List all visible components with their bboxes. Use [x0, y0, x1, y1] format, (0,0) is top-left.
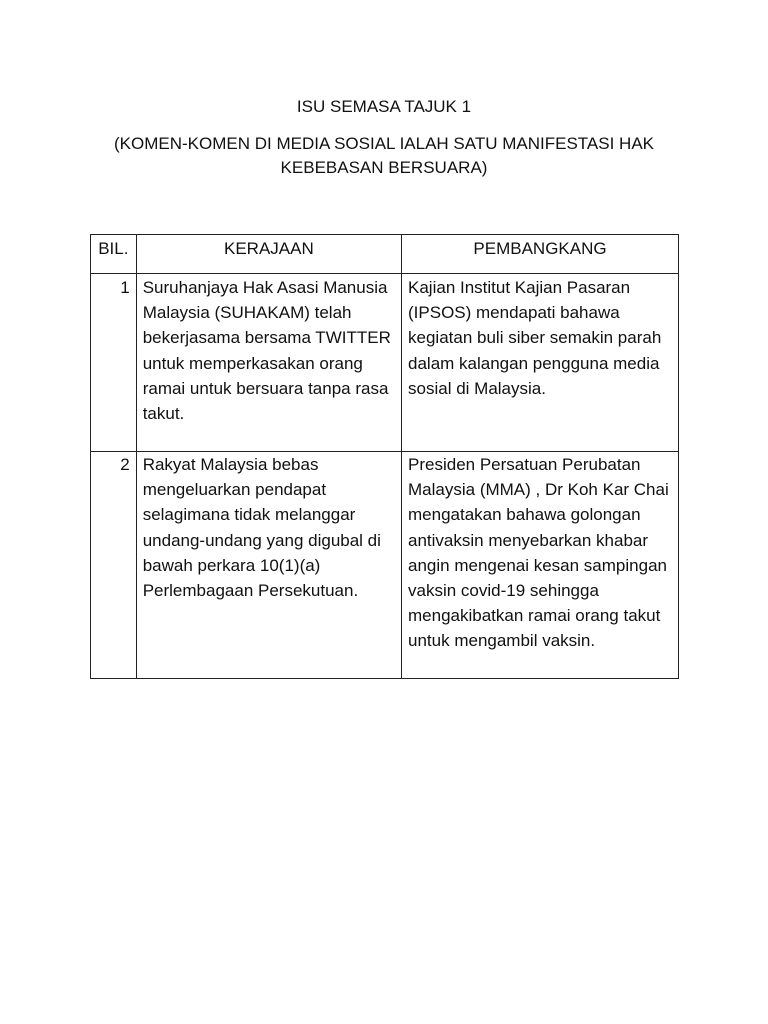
table-header-row	[91, 235, 679, 274]
document-subtitle: (KOMEN-KOMEN DI MEDIA SOSIAL IALAH SATU MANIFESTASI HAK KEBEBASAN BERSUARA)	[114, 134, 654, 177]
kerajaan-cell: Suruhanjaya Hak Asasi Manusia Malaysia (SUHAKAM) telah bekerjasama bersama TWITTER untuk memperkasakan orang ramai untuk bersuara tanpa rasa takut.	[136, 274, 401, 452]
row-number: 2	[91, 452, 137, 679]
document-title: ISU SEMASA TAJUK 1	[296, 97, 472, 116]
pembangkang-cell: Kajian Institut Kajian Pasaran (IPSOS) mendapati bahawa kegiatan buli siber semakin parah dalam kalangan pengguna media sosial di Malaysia.	[402, 274, 679, 452]
issue-table	[90, 234, 679, 679]
kerajaan-cell: Rakyat Malaysia bebas mengeluarkan pendapat selagimana tidak melanggar undang-undang yang digubal di bawah perkara 10(1)(a) Perlembagaan Persekutuan.	[136, 452, 401, 679]
pembangkang-cell: Presiden Persatuan Perubatan Malaysia (MMA) , Dr Koh Kar Chai mengatakan bahawa golongan antivaksin menyebarkan khabar angin mengenai kesan sampingan vaksin covid-19 sehingga mengakibatkan ramai orang takut untuk mengambil vaksin.	[402, 452, 679, 679]
row-number: 1	[91, 274, 137, 452]
header-pembangkang: PEMBANGKANG	[402, 235, 679, 274]
table-row	[91, 452, 679, 679]
table-row	[91, 274, 679, 452]
header-bil: BIL.	[91, 235, 137, 274]
header-kerajaan: KERAJAAN	[136, 235, 401, 274]
